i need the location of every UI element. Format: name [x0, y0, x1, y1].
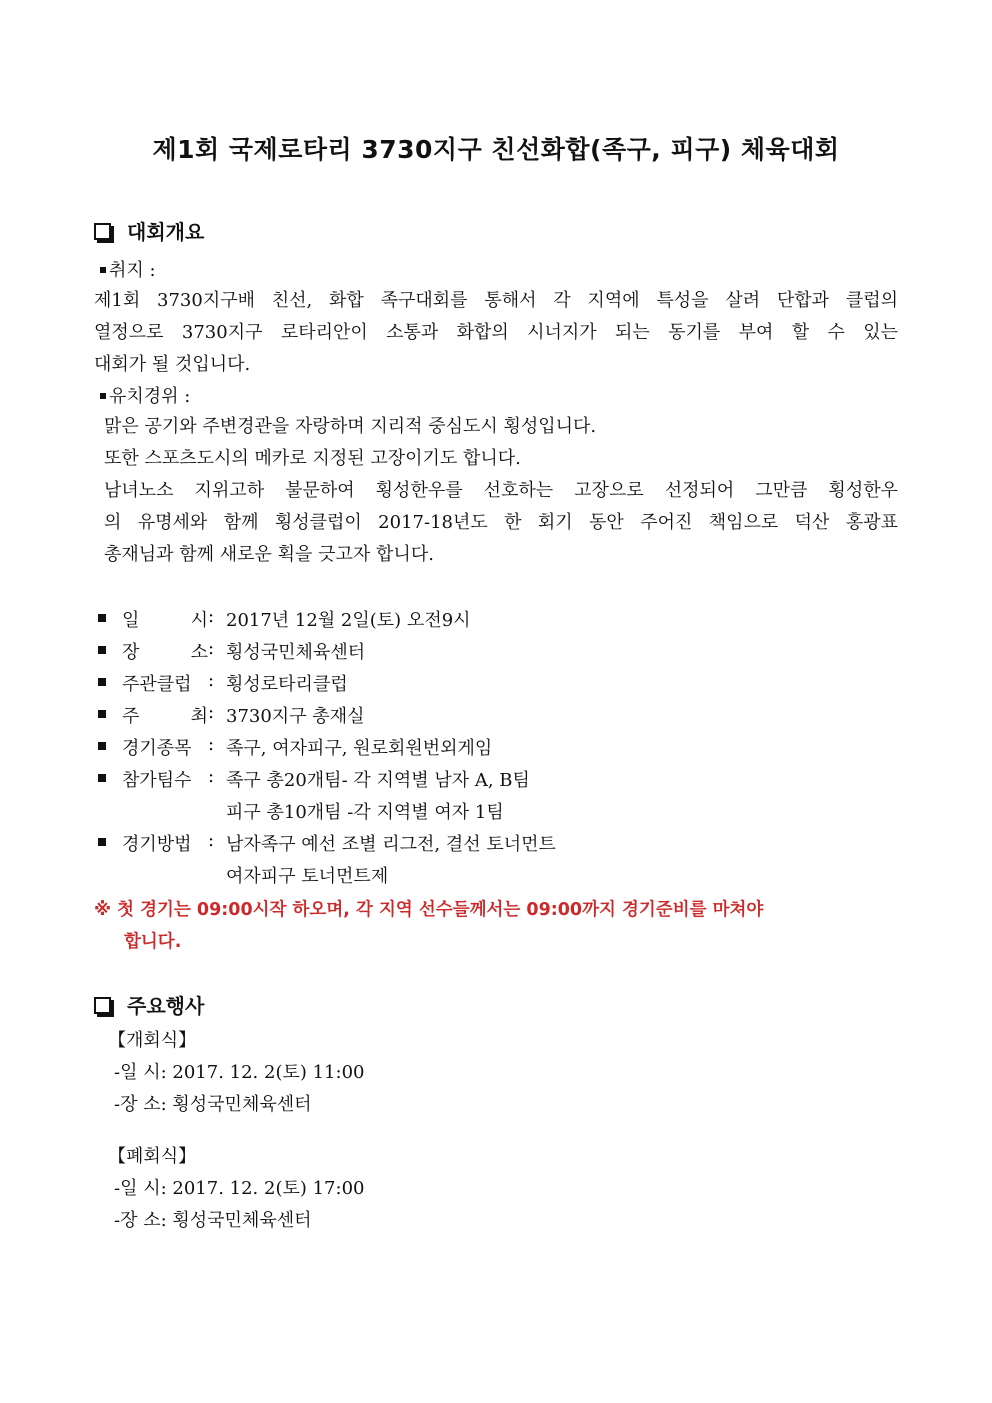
square-bullet-icon	[98, 646, 106, 654]
invite-line-5: 총재님과 함께 새로운 획을 긋고자 합니다.	[104, 544, 434, 565]
purpose-line-2: 열정으로 3730지구 로타리안이 소통과 화합의 시너지가 되는 동기를 부여 할 수 있는	[94, 322, 898, 343]
square-bullet-icon	[98, 838, 106, 846]
document-title: 제1회 국제로타리 3730지구 친선화합(족구, 피구) 체육대회	[152, 135, 840, 164]
closing-place-row: -장 소: 횡성국민체육센터	[114, 1210, 312, 1231]
closing-ceremony-title: 【폐회식】	[108, 1146, 197, 1167]
opening-ceremony-title: 【개회식】	[108, 1030, 197, 1051]
section-heading-events: 주요행사	[94, 990, 204, 1019]
opening-place-row: -장 소: 횡성국민체육센터	[114, 1094, 312, 1115]
invite-label: 유치경위 :	[100, 382, 190, 408]
closing-time-row: -일 시: 2017. 12. 2(토) 17:00	[114, 1178, 365, 1199]
invite-line-3: 남녀노소 지위고하 불문하여 횡성한우를 선호하는 고장으로 선정되어 그만큼 횡성한우	[104, 480, 898, 501]
square-bullet-icon	[98, 614, 106, 622]
document-page: 제1회 국제로타리 3730지구 친선화합(족구, 피구) 체육대회 대회개요 취지 : 제1회 3730지구배 친선, 화합 족구대회를 통해서 각 지역에 특성을 살려 단합과 클럽의 열정으로 3730지구 로타리안이 소통과 화합의 시너지가 되는 동기를 부여 할 수 있는 대회가 될 것입니다. 유치경위 : 맑은 공기와 주변경관을 자랑하며 지리적 중심도시 횡성입니다. 또한 스포츠도시의 메카로 지정된 고장이기도 합니다. 남녀노소 지위고하 불문하여 횡성한우를 선호하는 고장으로 선정되어 그만큼 횡성한우 의 유명세와 함께 횡성클럽이 2017-18년도 한 회기 동안 주어진 책임으로 덕산 홍광표 총재님과 함께 새로운 획을 긋고자 합니다. 일 시 : 2017년 12월 2일(토) 오전9시 장 소 : 횡성국민체육센터 주관클럽 : 횡성로타리클럽 주 최 : 3730지구 총재실 경기종목 : 족구, 여자피구, 원로회원번외게임 참가팀수 : 족구 총20개팀- 각 지역별 남자 A, B팀 피구 총10개팀 -각 지역별 여자 1팀 경기방법 : 남자족구 예선 조별 리그전, 결선 토너먼트 여자피구 토너먼트제 ※ 첫 경기는 09:00시작 하오며, 각 지역 선수들께서는 09:00까지 경기준비를 마쳐야 합니다. 주요행사 【개회식】 -일 시: 2017. 12. 2(토) 11:00 -장 소: 횡성국민체육센터 【폐회식】 -일 시: 2017. 12. 2(토) 17:00 -장 소: 횡성국민체육센터	[0, 0, 992, 1403]
notice-line-1: ※ 첫 경기는 09:00시작 하오며, 각 지역 선수들께서는 09:00까지 경기준비를 마쳐야	[94, 900, 764, 920]
notice-line-2: 합니다.	[124, 932, 182, 952]
checkbox-bullet-icon	[94, 997, 111, 1014]
invite-line-1: 맑은 공기와 주변경관을 자랑하며 지리적 중심도시 횡성입니다.	[104, 416, 597, 437]
square-bullet-icon	[100, 393, 106, 399]
square-bullet-icon	[100, 267, 106, 273]
purpose-line-3: 대회가 될 것입니다.	[94, 354, 251, 375]
square-bullet-icon	[98, 678, 106, 686]
square-bullet-icon	[98, 710, 106, 718]
square-bullet-icon	[98, 774, 106, 782]
invite-line-2: 또한 스포츠도시의 메카로 지정된 고장이기도 합니다.	[104, 448, 521, 469]
square-bullet-icon	[98, 742, 106, 750]
checkbox-bullet-icon	[94, 223, 111, 240]
opening-time-row: -일 시: 2017. 12. 2(토) 11:00	[114, 1062, 365, 1083]
invite-line-4: 의 유명세와 함께 횡성클럽이 2017-18년도 한 회기 동안 주어진 책임으로 덕산 홍광표	[104, 512, 898, 533]
purpose-label: 취지 :	[100, 256, 156, 282]
purpose-line-1: 제1회 3730지구배 친선, 화합 족구대회를 통해서 각 지역에 특성을 살려 단합과 클럽의	[94, 290, 898, 311]
section-heading-overview: 대회개요	[94, 216, 204, 245]
